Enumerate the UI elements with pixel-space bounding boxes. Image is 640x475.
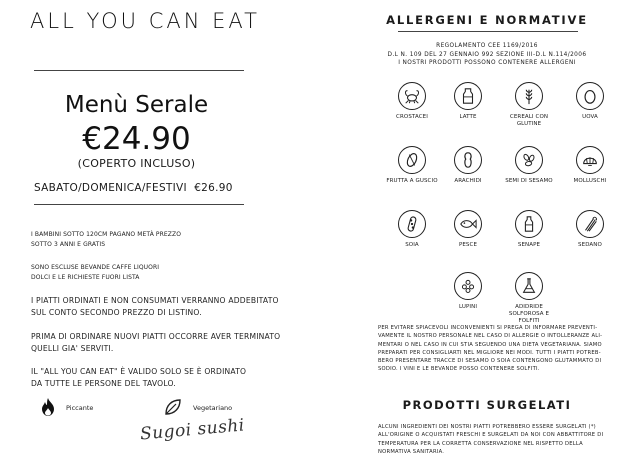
rule-line: PRIMA DI ORDINARE NUOVI PIATTI OCCORRE AVER TERMINATO xyxy=(31,332,281,341)
notice-line: PER EVITARE SPIACEVOLI INCONVENIENTI SI PREGA DI INFORMARE PREVENTI- xyxy=(378,325,598,331)
excluded-note-line: SONO ESCLUSE BEVANDE CAFFE LIQUORI xyxy=(31,264,160,271)
allergen-label: SENAPE xyxy=(517,242,541,248)
coperto-note: (COPERTO INCLUSO) xyxy=(77,157,196,170)
allergens-title-divider xyxy=(398,31,578,32)
notice-line: NORMATIVA SANITARIA. xyxy=(378,448,445,455)
notice-line: ALCUNI INGREDIENTI DEI NOSTRI PIATTI POTREBBERO ESSERE SURGELATI (*) xyxy=(378,424,596,430)
notice-line: MENTARI O NEL CASO IN CUI STIA SEGUENDO UNA DIETA VEGETARIANA. SIAMO xyxy=(378,341,602,348)
allergen-item xyxy=(560,210,620,249)
children-note-line: SOTTO 3 ANNI E GRATIS xyxy=(31,241,106,248)
allergen-label: PESCE xyxy=(458,242,478,248)
children-note-line: I BAMBINI SOTTO 120CM PAGANO METÀ PREZZO xyxy=(31,231,182,238)
rule-paragraph-1 xyxy=(31,295,279,319)
soy-icon xyxy=(398,210,426,238)
price-divider xyxy=(34,204,244,205)
flask-icon xyxy=(515,272,543,300)
frozen-products-title: PRODOTTI SURGELATI xyxy=(402,398,572,412)
allergen-label: ADIDRIDE SOLFOROSA E FOLFITI xyxy=(508,304,550,324)
rule-paragraph-2 xyxy=(31,331,280,355)
legend-spicy-label: Piccante xyxy=(66,404,94,412)
regulation-line: REGOLAMENTO CEE 1169/2016 xyxy=(436,43,538,49)
wheat-icon xyxy=(515,82,543,110)
allergen-item xyxy=(438,82,498,121)
notice-line: SODIO. I VINI E LE BEVANDE POSSO CONTENERE SOLFITI. xyxy=(378,366,540,373)
allergen-label: SEDANO xyxy=(578,242,602,248)
sesame-icon xyxy=(515,146,543,174)
allergens-title: ALLERGENI E NORMATIVE xyxy=(386,13,588,27)
regulation-line: D.L N. 109 DEL 27 GENNAIO 992 SEZIONE III-D.L N.114/2006 xyxy=(387,51,587,58)
allergen-item xyxy=(560,146,620,185)
egg-icon xyxy=(576,82,604,110)
menu-header-title: ALL YOU CAN EAT xyxy=(30,9,260,33)
notice-line: TEMPERATURA PER LA CORRETTA CONSERVAZIONE NEL RISPETTO DELLA xyxy=(378,440,583,447)
notice-line: BERO PRESENTARE TRACCE DI SESAMO O SOIA CONTENGONO GLUTAMMATO DI xyxy=(378,358,602,365)
allergen-item xyxy=(499,272,559,325)
rule-line: SUL CONTO SECONDO PREZZO DI LISTINO. xyxy=(31,308,202,317)
allergen-label: LATTE xyxy=(459,114,477,120)
excluded-note xyxy=(31,263,159,283)
allergen-label: UOVA xyxy=(582,114,598,120)
menu-name: Menù Serale xyxy=(64,92,209,118)
allergen-item xyxy=(499,82,559,128)
allergen-label: SEMI DI SESAMO xyxy=(505,178,553,184)
nut-icon xyxy=(398,146,426,174)
rule-paragraph-3 xyxy=(31,366,246,390)
weekend-price: €26.90 xyxy=(194,182,233,194)
crab-icon xyxy=(398,82,426,110)
weekend-label: SABATO/DOMENICA/FESTIVI xyxy=(34,182,187,194)
allergen-label: SOIA xyxy=(405,242,419,248)
allergen-item xyxy=(438,210,498,249)
allergen-item xyxy=(382,82,442,121)
frozen-notice xyxy=(378,423,624,456)
lupin-icon xyxy=(454,272,482,300)
allergen-label: ARACHIDI xyxy=(454,178,482,184)
header-divider xyxy=(34,70,244,71)
celery-icon xyxy=(576,210,604,238)
allergen-item xyxy=(438,146,498,185)
allergen-item xyxy=(560,82,620,121)
allergen-label: CEREALI CON GLUTINE xyxy=(509,114,549,127)
notice-line: PREPARATI PER CONSIGLIARTI NEL MIGLIORE NEI MODI. TUTTI I PIATTI POTREB- xyxy=(378,349,601,356)
rule-line: IL "ALL YOU CAN EAT" È VALIDO SOLO SE È ORDINATO xyxy=(31,367,247,376)
allergy-notice xyxy=(378,324,624,374)
rule-line: I PIATTI ORDINATI E NON CONSUMATI VERRANNO ADDEBITATO xyxy=(31,296,279,305)
milk-icon xyxy=(454,82,482,110)
leaf-icon xyxy=(163,397,183,421)
allergen-item xyxy=(382,210,442,249)
excluded-note-line: DOLCI E LE RICHIESTE FUORI LISTA xyxy=(31,274,140,281)
flame-icon xyxy=(40,397,56,421)
allergen-item xyxy=(438,272,498,311)
allergen-label: MOLLUSCHI xyxy=(573,178,607,184)
allergen-label: LUPINI xyxy=(458,304,478,310)
children-note xyxy=(31,230,181,250)
shell-icon xyxy=(576,146,604,174)
allergen-label: FRUTTA A GUSCIO xyxy=(386,178,438,184)
allergen-item xyxy=(499,210,559,249)
rule-line: DA TUTTE LE PERSONE DEL TAVOLO. xyxy=(31,379,176,388)
mustard-icon xyxy=(515,210,543,238)
peanut-icon xyxy=(454,146,482,174)
menu-price: €24.90 xyxy=(82,121,191,157)
legend-veg-label: Vegetariano xyxy=(193,404,233,412)
brand-signature: Sugoi sushi xyxy=(139,415,246,445)
allergen-item xyxy=(382,146,442,185)
notice-line: VAMENTE IL NOSTRO PERSONALE NEL CASO DI ALLERGIE O INTOLLERANZE ALI- xyxy=(378,333,603,340)
regulation-line: I NOSTRI PRODOTTI POSSONO CONTENERE ALLERGENI xyxy=(398,60,576,66)
fish-icon xyxy=(454,210,482,238)
notice-line: ALL'ORIGINE O ACQUISTATI FRESCHI E SURGELATI DA NOI CON ABBATTITORE DI xyxy=(378,432,604,439)
allergen-item xyxy=(499,146,559,185)
weekend-price-line xyxy=(34,182,233,194)
rule-line: QUELLI GIA' SERVITI. xyxy=(31,344,114,353)
regulation-block xyxy=(352,42,622,68)
allergen-label: CROSTACEI xyxy=(396,114,428,120)
